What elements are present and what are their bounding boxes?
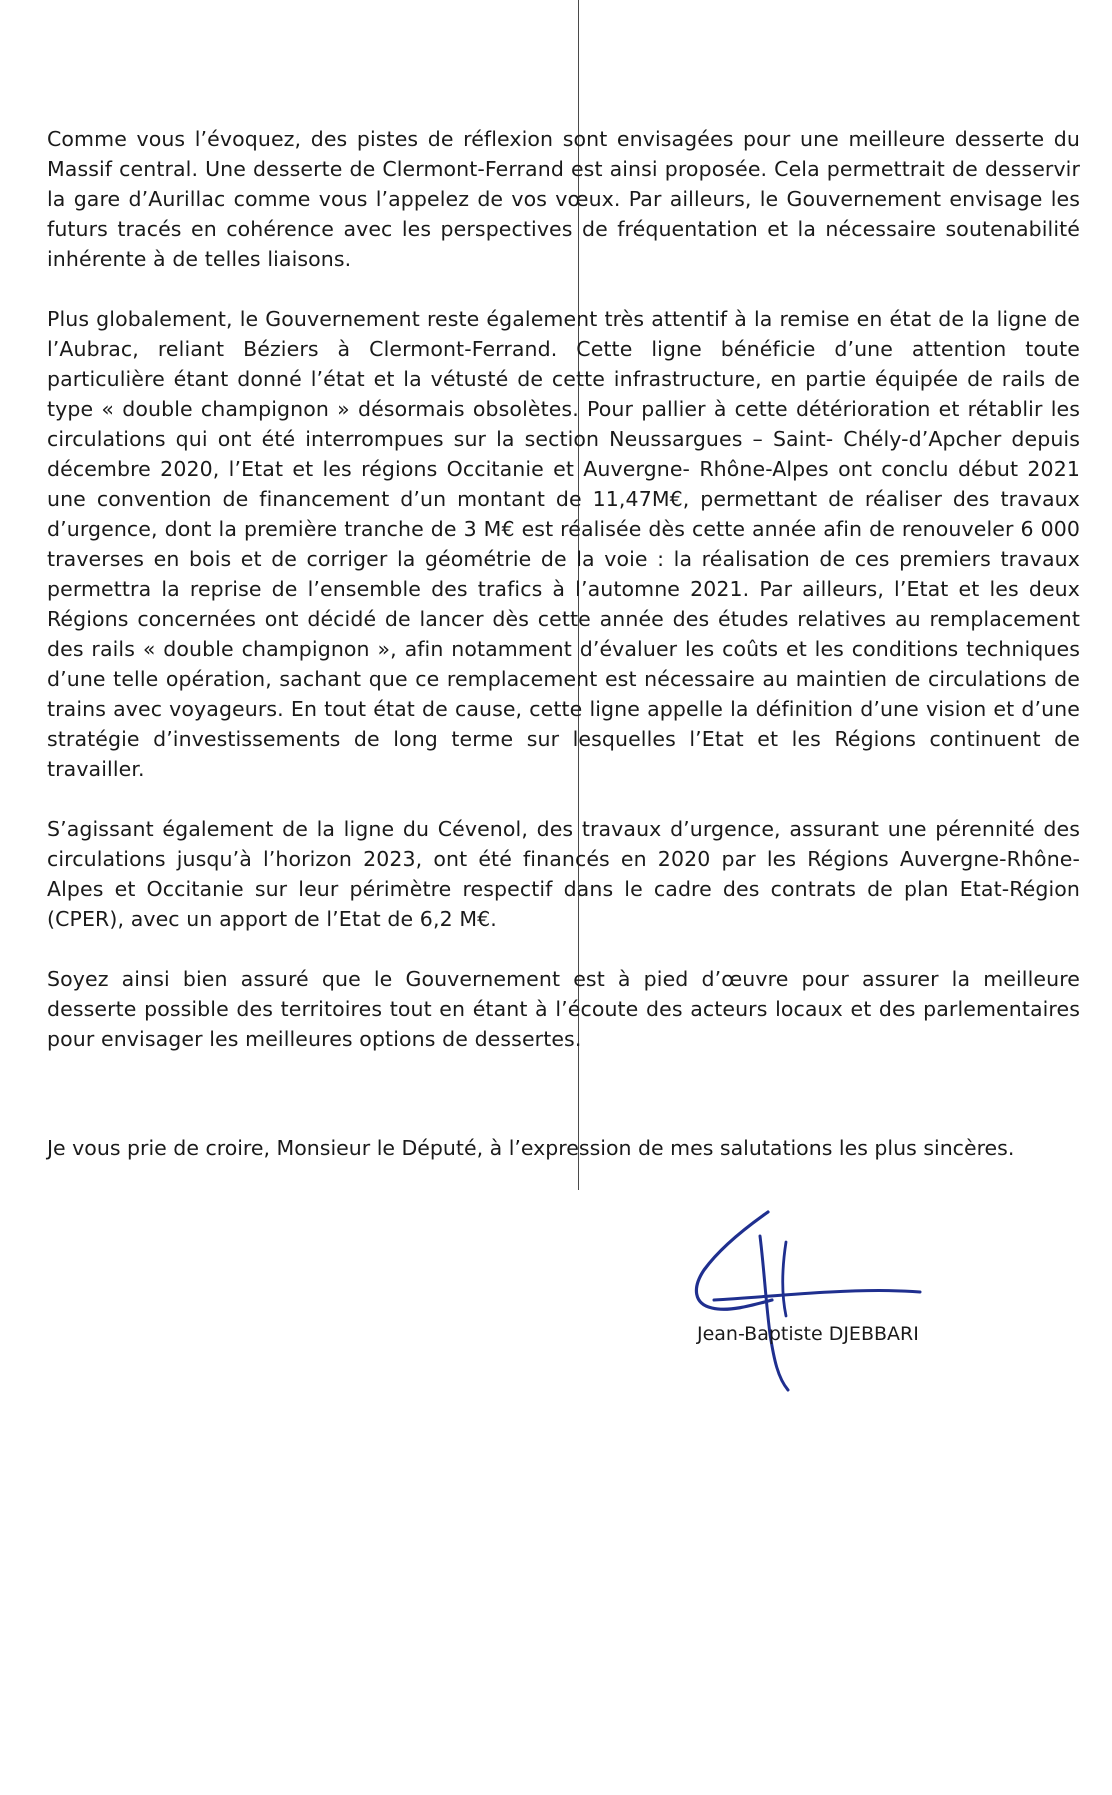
signer-name: Jean-Baptiste DJEBBARI (697, 1323, 919, 1345)
handwritten-signature-icon (690, 1208, 960, 1398)
paragraph-desserte-massif-central: Comme vous l’évoquez, des pistes de réflexion sont envisagées pour une meilleure desserte du Massif central. Une desserte de Clermont-Ferrand est ainsi proposée. Cela permettrait de desservir la gare d’Aurillac comme vous l’appelez de vos vœux. Par ailleurs, le Gouvernement envisage les futurs tracés en cohérence avec les perspectives de fréquentation et la nécessaire soutenabilité inhérente à de telles liaisons. (47, 127, 1080, 271)
paragraph-ligne-aubrac: Plus globalement, le Gouvernement reste également très attentif à la remise en état de la ligne de l’Aubrac, reliant Béziers à Clermont-Ferrand. Cette ligne bénéficie d’une attention toute particulière étant donné l’état et la vétusté de cette infrastructure, en partie équipée de rails de type « double champignon » désormais obsolètes. Pour pallier à cette détérioration et rétablir les circulations qui ont été interrompues sur la section Neussargues – Saint- Chély-d’Apcher depuis décembre 2020, l’Etat et les régions Occitanie et Auvergne- Rhône-Alpes ont conclu début 2021 une convention de financement d’un montant de 11,47M€, permettant de réaliser des travaux d’urgence, dont la première tranche de 3 M€ est réalisée dès cette année afin de renouveler 6 000 traverses en bois et de corriger la géométrie de la voie : la réalisation de ces premiers travaux permettra la reprise de l’ensemble des trafics à l’automne 2021. Par ailleurs, l’Etat et les deux Régions concernées ont décidé de lancer dès cette année des études relatives au remplacement des rails « double champignon », afin notamment d’évaluer les coûts et les conditions techniques d’une telle opération, sachant que ce remplacement est nécessaire au maintien de circulations de trains avec voyageurs. En tout état de cause, cette ligne appelle la définition d’une vision et d’une stratégie d’investissements de long terme sur lesquelles l’Etat et les Régions continuent de travailler. (47, 307, 1080, 781)
letter-body (47, 124, 1080, 1084)
paragraph-assurance-gouvernement: Soyez ainsi bien assuré que le Gouvernement est à pied d’œuvre pour assurer la meilleure desserte possible des territoires tout en étant à l’écoute des acteurs locaux et des parlementaires pour envisager les meilleures options de dessertes. (47, 967, 1080, 1051)
paragraph-ligne-cevenol: S’agissant également de la ligne du Cévenol, des travaux d’urgence, assurant une pérennité des circulations jusqu’à l’horizon 2023, ont été financés en 2020 par les Régions Auvergne-Rhône-Alpes et Occitanie sur leur périmètre respectif dans le cadre des contrats de plan Etat-Région (CPER), avec un apport de l’Etat de 6,2 M€. (47, 817, 1080, 931)
closing-formula: Je vous prie de croire, Monsieur le Député, à l’expression de mes salutations les plus sincères. (47, 1136, 1015, 1160)
